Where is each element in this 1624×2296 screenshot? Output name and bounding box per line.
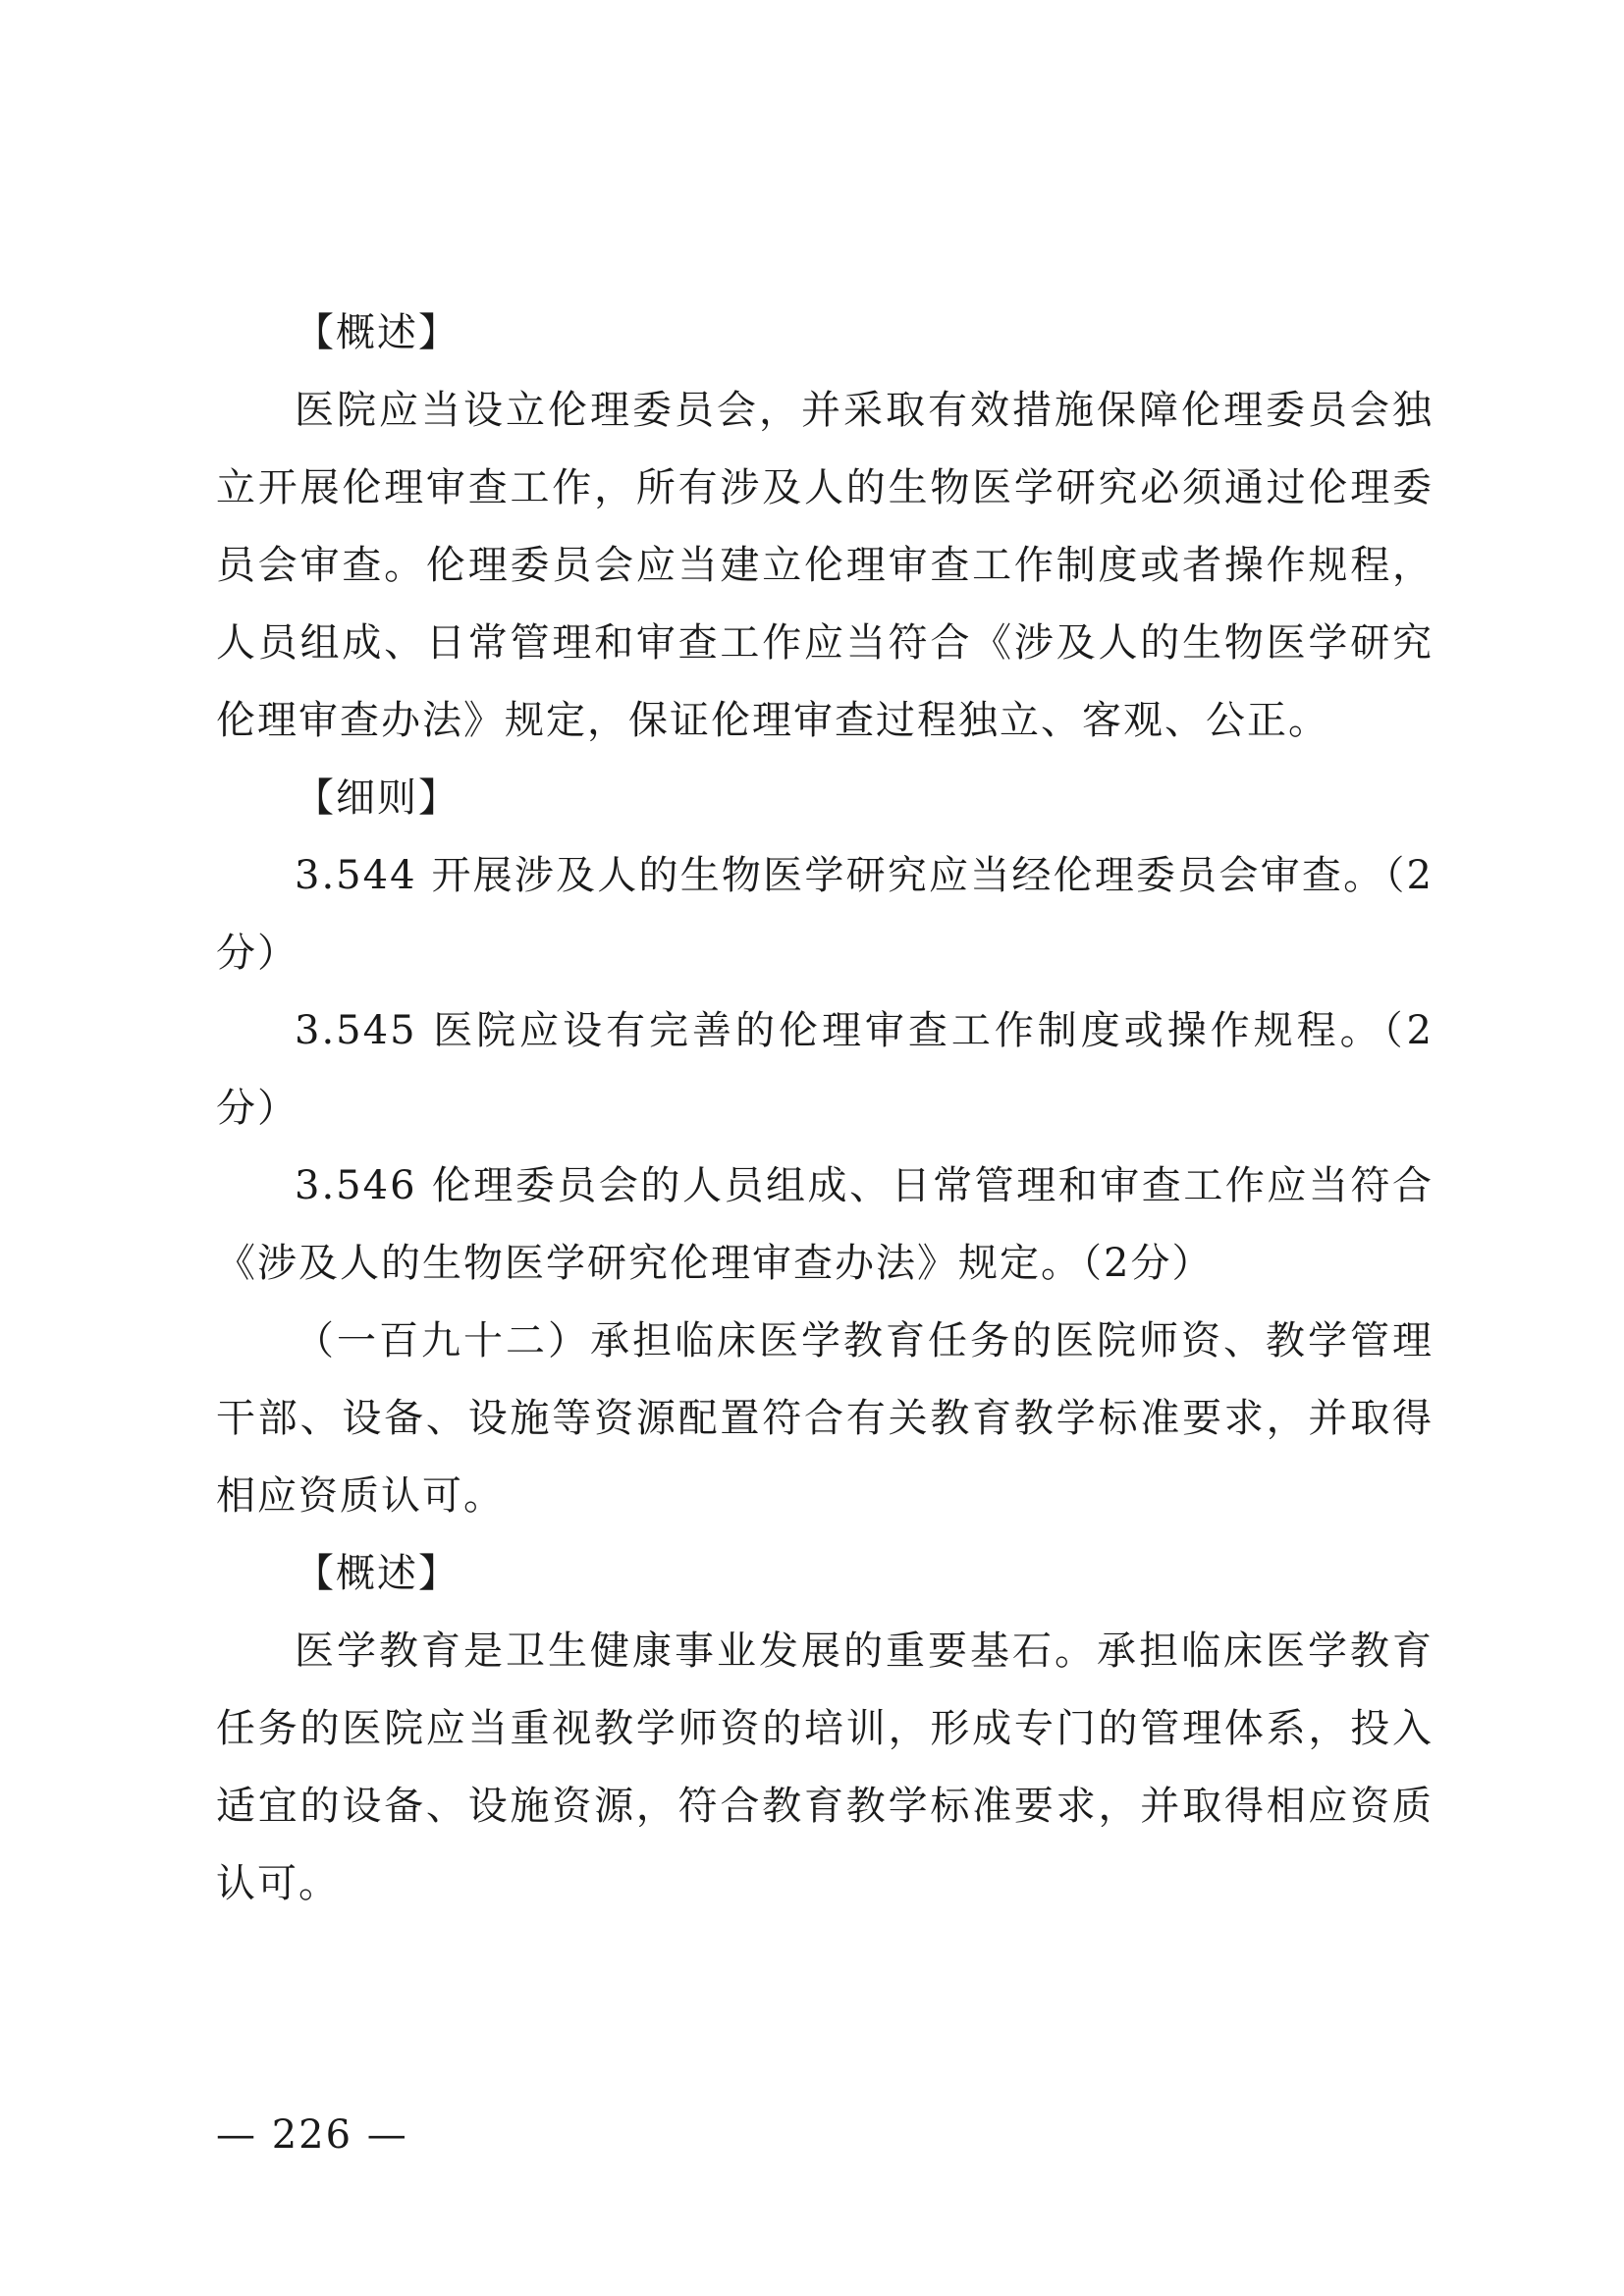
overview-paragraph: 医院应当设立伦理委员会，并采取有效措施保障伦理委员会独立开展伦理审查工作，所有涉及人的生物医学研究必须通过伦理委员会审查。伦理委员会应当建立伦理审查工作制度或者操作规程，人员组成、日常管理和审查工作应当符合《涉及人的生物医学研究伦理审查办法》规定，保证伦理审查过程独立、客观、公正。 (216, 388, 1434, 743)
overview-heading: 【概述】 (295, 310, 460, 355)
standard-192-paragraph: （一百九十二）承担临床医学教育任务的医院师资、教学管理干部、设备、设施等资源配置符合有关教育教学标准要求，并取得相应资质认可。 (216, 1318, 1434, 1519)
overview-heading-2: 【概述】 (295, 1551, 460, 1596)
page-number: — 226 — (216, 2112, 408, 2158)
overview-paragraph-2: 医学教育是卫生健康事业发展的重要基石。承担临床医学教育任务的医院应当重视教学师资的培训，形成专门的管理体系，投入适宜的设备、设施资源，符合教育教学标准要求，并取得相应资质认可。 (216, 1629, 1434, 1906)
detail-item-3-545: 3.545 医院应设有完善的伦理审查工作制度或操作规程。（2分） (216, 1008, 1434, 1131)
detail-item-3-546: 3.546 伦理委员会的人员组成、日常管理和审查工作应当符合《涉及人的生物医学研究伦理审查办法》规定。（2分） (216, 1163, 1434, 1286)
detail-item-3-544: 3.544 开展涉及人的生物医学研究应当经伦理委员会审查。（2分） (216, 853, 1434, 976)
page-content (216, 294, 1434, 1923)
details-heading: 【细则】 (295, 775, 460, 821)
